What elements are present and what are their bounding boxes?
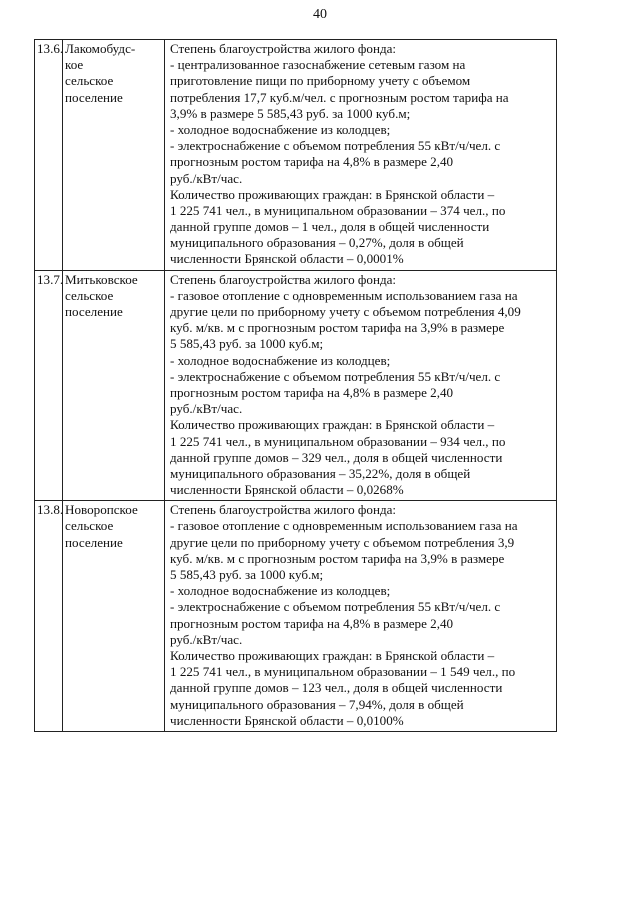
description-line: - электроснабжение с объемом потребления 55 кВт/ч/чел. с bbox=[170, 138, 501, 154]
description-line: куб. м/кв. м с прогнозным ростом тарифа на 3,9% в размере bbox=[170, 320, 505, 336]
description-line: Количество проживающих граждан: в Брянской области – bbox=[170, 417, 495, 433]
description-line: прогнозным ростом тарифа на 4,8% в размере 2,40 bbox=[170, 615, 454, 631]
description-line: - электроснабжение с объемом потребления 55 кВт/ч/чел. с bbox=[170, 368, 501, 384]
description-line: куб. м/кв. м с прогнозным ростом тарифа на 3,9% в размере bbox=[170, 550, 505, 566]
description-cell bbox=[165, 40, 557, 271]
description-line: муниципального образования – 0,27%, доля в общей bbox=[170, 235, 464, 251]
description-line: численности Брянской области – 0,0100% bbox=[170, 712, 404, 728]
row-number: 13.6. bbox=[37, 41, 64, 56]
description-line: 3,9% в размере 5 585,43 руб. за 1000 куб.м; bbox=[170, 105, 411, 121]
table-row bbox=[35, 40, 557, 271]
description-line: потребления 17,7 куб.м/чел. с прогнозным ростом тарифа на bbox=[170, 89, 509, 105]
settlement-name-line: сельское bbox=[65, 73, 114, 89]
description-line: прогнозным ростом тарифа на 4,8% в размере 2,40 bbox=[170, 154, 454, 170]
description-line: 5 585,43 руб. за 1000 куб.м; bbox=[170, 336, 324, 352]
description-line: руб./кВт/час. bbox=[170, 170, 243, 186]
description-line: руб./кВт/час. bbox=[170, 631, 243, 647]
row-number: 13.7. bbox=[37, 271, 64, 287]
description-line: Количество проживающих граждан: в Брянской области – bbox=[170, 186, 495, 202]
row-number-cell bbox=[35, 501, 63, 732]
description-line: 1 225 741 чел., в муниципальном образовании – 934 чел., по bbox=[170, 433, 506, 449]
description-line: другие цели по приборному учету с объемом потребления 3,9 bbox=[170, 534, 515, 550]
description-line: муниципального образования – 7,94%, доля в общей bbox=[170, 696, 464, 712]
settlement-name-cell bbox=[63, 270, 165, 501]
description-cell bbox=[165, 270, 557, 501]
description-line: Степень благоустройства жилого фонда: bbox=[170, 502, 397, 518]
row-number-cell bbox=[35, 270, 63, 501]
table-row bbox=[35, 270, 557, 501]
description-line: - холодное водоснабжение из колодцев; bbox=[170, 583, 391, 599]
settlement-name-line: поселение bbox=[65, 89, 123, 105]
description-line: прогнозным ростом тарифа на 4,8% в размере 2,40 bbox=[170, 384, 454, 400]
description-cell bbox=[165, 501, 557, 732]
settlement-name-line: поселение bbox=[65, 304, 123, 319]
settlement-name-line: Лакомобудс- bbox=[65, 41, 136, 56]
description-line: Количество проживающих граждан: в Брянской области – bbox=[170, 647, 495, 663]
description-line: - централизованное газоснабжение сетевым газом на bbox=[170, 57, 466, 73]
description-line: данной группе домов – 1 чел., доля в общей численности bbox=[170, 219, 490, 235]
settlement-name-line: Новоропское bbox=[65, 502, 138, 518]
table-body bbox=[35, 40, 557, 732]
description-line: другие цели по приборному учету с объемом потребления 4,09 bbox=[170, 304, 521, 319]
settlement-name-cell bbox=[63, 40, 165, 271]
settlement-name-line: кое bbox=[65, 57, 84, 73]
description-line: - электроснабжение с объемом потребления 55 кВт/ч/чел. с bbox=[170, 599, 501, 615]
settlement-name-cell bbox=[63, 501, 165, 732]
description-line: 1 225 741 чел., в муниципальном образовании – 1 549 чел., по bbox=[170, 664, 516, 680]
page-number: 40 bbox=[313, 7, 327, 22]
settlement-name-line: поселение bbox=[65, 534, 123, 550]
settlement-name-line: сельское bbox=[65, 518, 114, 534]
description-line: данной группе домов – 329 чел., доля в общей численности bbox=[170, 449, 503, 465]
description-line: 5 585,43 руб. за 1000 куб.м; bbox=[170, 567, 324, 582]
description-line: - холодное водоснабжение из колодцев; bbox=[170, 121, 391, 137]
description-line: данной группе домов – 123 чел., доля в общей численности bbox=[170, 680, 503, 696]
description-line: 1 225 741 чел., в муниципальном образовании – 374 чел., по bbox=[170, 202, 506, 218]
description-line: численности Брянской области – 0,0001% bbox=[170, 251, 404, 267]
settlement-name-line: Митьковское bbox=[65, 271, 138, 287]
row-number: 13.8. bbox=[37, 502, 64, 518]
description-line: - холодное водоснабжение из колодцев; bbox=[170, 352, 391, 368]
row-number-cell bbox=[35, 40, 63, 271]
description-line: - газовое отопление с одновременным использованием газа на bbox=[170, 518, 518, 534]
description-line: приготовление пищи по приборному учету с объемом bbox=[170, 73, 471, 89]
description-line: муниципального образования – 35,22%, доля в общей bbox=[170, 465, 471, 481]
description-line: численности Брянской области – 0,0268% bbox=[170, 482, 404, 498]
settlement-name-line: сельское bbox=[65, 287, 114, 303]
description-line: - газовое отопление с одновременным использованием газа на bbox=[170, 287, 518, 303]
description-line: Степень благоустройства жилого фонда: bbox=[170, 41, 397, 56]
settlements-table bbox=[34, 39, 557, 732]
description-line: Степень благоустройства жилого фонда: bbox=[170, 271, 397, 287]
description-line: руб./кВт/час. bbox=[170, 401, 243, 417]
table-row bbox=[35, 501, 557, 732]
